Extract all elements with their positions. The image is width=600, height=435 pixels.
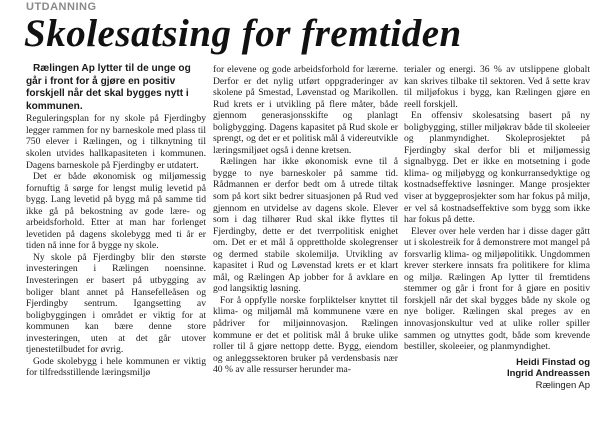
signature-organization: Rælingen Ap (535, 379, 590, 391)
body-paragraph: Ny skole på Fjerdingby blir den største investeringen i Rælingen noensinne. Investeringen er basert på utbygging av boliger blant annet på Hansefelleåsen og Fjerdingby sentrum. Igangsetting av boligbyggingen i området er viktig for at kommunen kan bære denne store investeringen, uten at det går utover tjenestetilbudet for øvrig. (26, 251, 206, 356)
body-paragraph: Elever over hele verden har i disse dager gått ut i skolestreik for å demonstrere mot mangel på forsvarlig klima- og miljøpolitikk. Ungdommen krever sterkere innsats fra politikere for klima og miljø. Rælingen Ap lytter til fremtidens stemmer og går i front for å gjøre en positiv forskjell når det skal bygges både ny skole og nye boliger. Rælingen skal preges av en innovasjonskultur ved at ulike roller spiller sammen og utnyttes godt, både som krevende bestiller, skoleeier, og planmyndighet. (404, 225, 590, 353)
body-paragraph: for elevene og gode arbeidsforhold for lærerne. Derfor er det nylig utført oppgraderinger av skolene på Smestad, Løvenstad og Marikollen. Rud krets er i utvikling på flere måter, både gjennom generasjonsskifte og planlagt boligbygging. Dagens kapasitet på Rud skole er sprengt, og det er et politisk mål å videreutvikle læringsmiljøet også i denne kretsen. (213, 64, 398, 156)
signature (404, 357, 590, 392)
column-2 (213, 64, 398, 376)
lead-paragraph: Rælingen Ap lytter til de unge og går i front for å gjøre en positiv forskjell når det skal bygges nytt i kommunen. (26, 63, 191, 112)
body-paragraph: Det er både økonomisk og miljømessig fornuftig å sørge for lengst mulig levetid på bygg. Lang levetid på bygg må på samme tid ikke gå på bekostning av gode lære- og arbeidsforhold. Etter at man har forlenget levetiden på dagens skolebygg med ti år er tiden nå inne for å bygge ny skole. (26, 171, 206, 252)
kicker: UTDANNING (26, 1, 97, 13)
signature-author: Ingrid Andreassen (506, 368, 590, 380)
body-paragraph: terialer og energi. 36 % av utslippene globalt kan skrives tilbake til sektoren. Ved å sette krav til miljøfokus i bygg, kan Rælingen gjøre en reell forskjell. (404, 64, 590, 110)
headline: Skolesatsing for fremtiden (24, 12, 462, 55)
column-1 (26, 63, 206, 379)
body-paragraph: For å oppfylle norske forpliktelser knyttet til klima- og miljømål må kommunene være en pådriver for miljøinnovasjon. Rælingen kommune er det et politisk mål å bruke ulike roller til å gjøre nettopp dette. Bygg, eiendom og anleggssektoren bruker på verdensbasis nær 40 % av alle ressurser herunder ma- (213, 294, 398, 376)
column-3 (404, 64, 590, 391)
body-paragraph: Rælingen har ikke økonomisk evne til å bygge to nye barneskoler på samme tid. Rådmannen er derfor bedt om å utrede tiltak som på kort sikt bedrer situasjonen på Rud ved gjennom en utvidelse av dagens skole. Elever som i dag tilhører Rud skal ikke flyttes til Fjerdingby, dette er det tverrpolitisk enighet om. Det er et mål å opprettholde skolegrenser og dermed stabile skolemiljø. Utvikling av kapasitet i Rud og Løvenstad krets er et klart mål, og Rælingen Ap jobber for å avklare en god langsiktig løsning. (213, 156, 398, 295)
signature-author: Heidi Finstad og (516, 356, 590, 368)
body-paragraph: Gode skolebygg i hele kommunen er viktig for tilfredsstillende læringsmiljø (26, 355, 206, 379)
body-paragraph: En offensiv skolesatsing basert på ny boligbygging, stiller miljøkrav både til skoleeier og planmyndighet. Skoleprosjektet på Fjerdingby skal derfor bli et miljømessig signalbygg. Det er ikke en motsetning i gode klima- og miljøbygg og konkurransedyktige og kostnadseffektive løsninger. Mange prosjekter viser at byggeprosjekter som har fokus på miljø, er vel så kostnadseffektive som bygg som ikke har fokus på dette. (404, 110, 590, 226)
body-paragraph: Reguleringsplan for ny skole på Fjerdingby legger rammen for ny barneskole med plass til 750 elever i Rælingen, og i tilknytning til skolen utvides hallkapasiteten i kommunen. Dagens barneskole på Fjerdingby er utdatert. (26, 113, 206, 171)
